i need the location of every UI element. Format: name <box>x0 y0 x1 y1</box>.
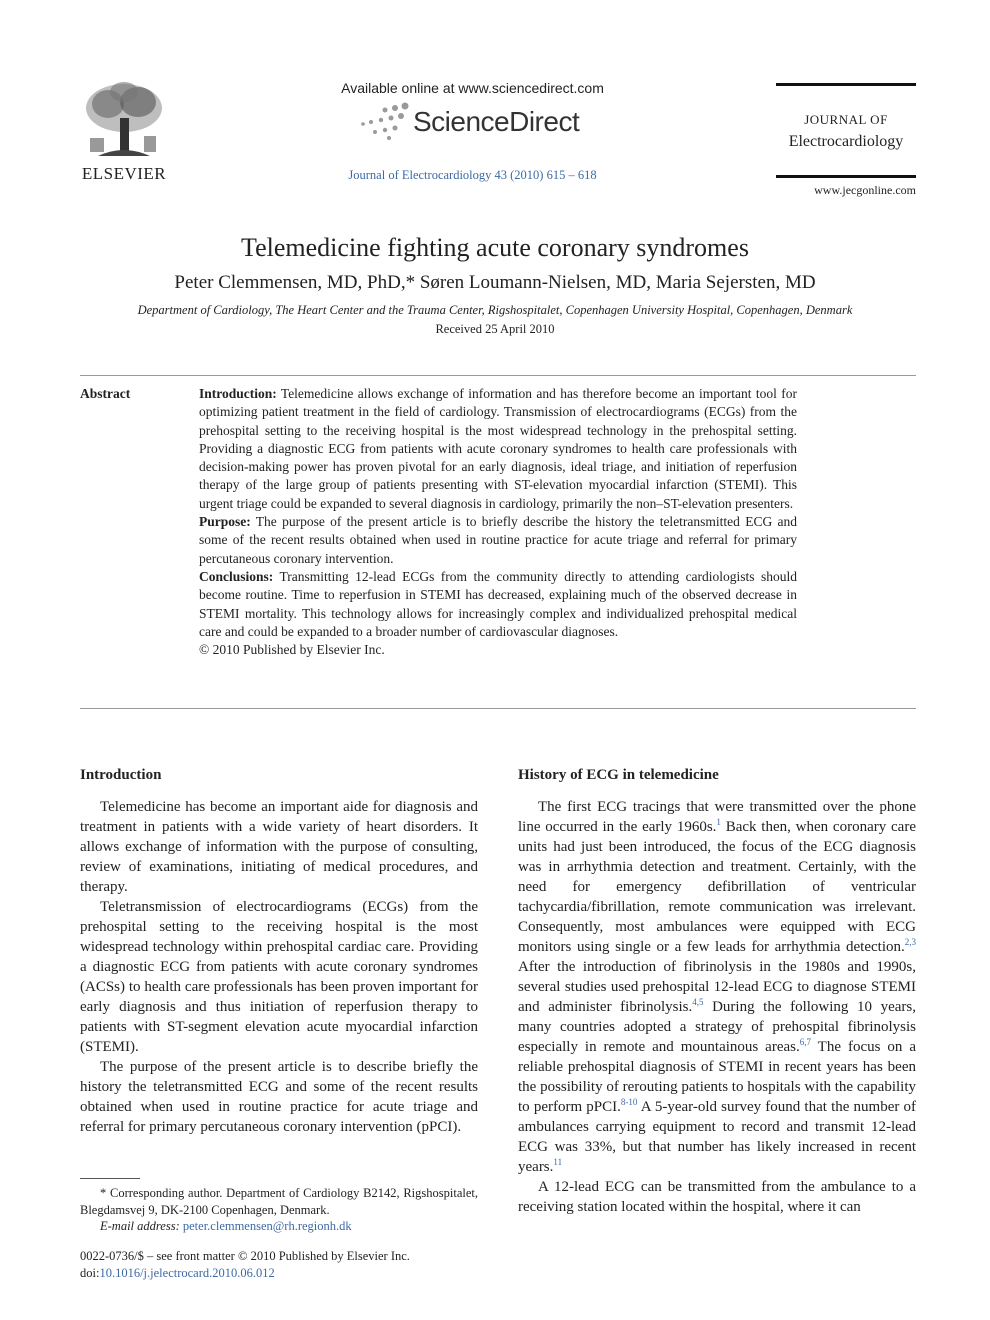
issn-line: 0022-0736/$ – see front matter © 2010 Published by Elsevier Inc. <box>80 1249 410 1263</box>
article-affiliation: Department of Cardiology, The Heart Center and the Trauma Center, Rigshospitalet, Copenhagen University Hospital, Copenhagen, Denmark <box>137 303 853 317</box>
abstract-purpose <box>199 513 797 568</box>
citation-ref[interactable]: 4,5 <box>692 997 704 1007</box>
email-footnote <box>100 1218 352 1235</box>
footnote-rule <box>80 1178 140 1179</box>
abstract-top-rule <box>80 375 916 376</box>
journal-rule-bottom <box>776 175 916 178</box>
corresponding-author-text: * Corresponding author. Department of Cardiology B2142, Rigshospitalet, Blegdamsvej 9, DK-2100 Copenhagen, Denmark. <box>80 1186 478 1217</box>
abstract-conclusions-label: Conclusions: <box>199 568 274 584</box>
abstract-body <box>199 385 797 659</box>
email-label: E-mail address: <box>100 1219 180 1233</box>
elsevier-tree-icon <box>78 78 170 162</box>
history-text-c: After the introduction of fibrinolysis in the 1980s and 1990s, several studies used prehospital 12-lead ECG to diagnose STEMI and administer fibrinolysis. <box>518 959 916 1015</box>
citation-ref[interactable]: 1 <box>716 817 721 827</box>
abstract-conclusions <box>199 568 797 641</box>
abstract-purpose-text: The purpose of the present article is to briefly describe the history the teletransmitted ECG and some of the recent results obtained when used in routine practice for acute triage and referral for primary percutaneous coronary intervention. <box>199 514 797 566</box>
publisher-name: ELSEVIER <box>81 164 167 183</box>
intro-paragraph-3: The purpose of the present article is to describe briefly the history the teletransmitted ECG and some of the recent results obtained when used in routine practice for acute triage and referral for primary percutaneous coronary intervention (pPCI). <box>80 1059 478 1135</box>
history-text-f: A 5-year-old survey found that the number of ambulances carrying equipment to record and transmit 12-lead ECG was 33%, but that number has likely increased in recent years. <box>518 1099 917 1175</box>
citation-ref[interactable]: 6,7 <box>799 1037 811 1047</box>
section-heading-history: History of ECG in telemedicine <box>518 767 719 783</box>
abstract-label: Abstract <box>80 386 131 401</box>
article-title: Telemedicine fighting acute coronary syndromes <box>241 233 749 262</box>
section-heading-introduction: Introduction <box>80 767 162 783</box>
abstract-intro-text: Telemedicine allows exchange of information and has therefore become an important tool for optimizing patient treatment in the field of cardiology. Transmission of electrocardiograms (ECGs) from the prehospital setting to the receiving hospital is the most widespread technology in the prehospital setting. Providing a diagnostic ECG from patients with acute coronary syndromes to health care professionals with decision-making power has proven pivotal for an early diagnosis, ideal triage, and initiation of reperfusion therapy of the large group of patients presenting with ST-elevation myocardial infarction (STEMI). This urgent triage could be expanded to several diagnosis in cardiology, primarily the non–ST-elevation presenters. <box>199 386 797 511</box>
intro-paragraph-1: Telemedicine has become an important aide for diagnosis and treatment in patients with a wide variety of heart disorders. It allows exchange of information with the purpose of consulting, review of examinations, initiating of medical procedures, and therapy. <box>80 799 478 895</box>
history-text-d: During the following 10 years, many countries adopted a strategy of prehospital fibrinolysis especially in remote and mountainous areas. <box>518 999 916 1055</box>
history-text-b: Back then, when coronary care units had just been introduced, the focus of the ECG diagnosis was in arrhythmia detection and treatment. Certainly, with the need for emergency defibrillation of ventricular tachycardia/fibrillation, remote communication was irrelevant. Consequently, most ambulances were equipped with ECG monitors using single or a few leads for arrhythmia detection. <box>518 819 916 955</box>
sciencedirect-dots-icon <box>355 100 413 144</box>
doi-line <box>80 1265 275 1282</box>
corresponding-author-footnote <box>80 1185 478 1219</box>
history-text-e: The focus on a reliable prehospital diagnosis of STEMI in recent years has been the possibility of rerouting patients to hospitals with the capability to perform pPCI. <box>518 1039 916 1115</box>
left-column-body <box>80 797 478 1137</box>
journal-url-link[interactable]: www.jecgonline.com <box>814 183 916 197</box>
sciencedirect-logo[interactable] <box>355 100 595 144</box>
sciencedirect-wordmark: ScienceDirect <box>413 106 580 137</box>
email-link[interactable]: peter.clemmensen@rh.regionh.dk <box>182 1219 352 1233</box>
abstract-intro-label: Introduction: <box>199 386 277 401</box>
abstract-conclusions-text: Transmitting 12-lead ECGs from the community directly to attending cardiologists should become routine. Time to reperfusion in STEMI has decreased, explaining much of the observed decrease in STEMI mortality. This technology allows for increasingly complex and individualized prehospital medical care and could be expanded to a broader number of cardiovascular diagnoses. <box>199 568 797 639</box>
citation-ref[interactable]: 11 <box>553 1157 563 1167</box>
intro-paragraph-2: Teletransmission of electrocardiograms (ECGs) from the prehospital setting to the receiving hospital is the most widespread technology within prehospital cardiac care. Providing a diagnostic ECG from patients with acute coronary syndromes (ACSs) to health care professionals has been proven important for early diagnosis and thus initiation of reperfusion therapy to patients with ST-segment elevation acute myocardial infarction (STEMI). <box>80 899 478 1055</box>
history-text-a: The first ECG tracings that were transmitted over the phone line occurred in the early 1960s. <box>518 799 916 835</box>
elsevier-logo <box>78 78 170 183</box>
journal-citation-link[interactable]: Journal of Electrocardiology 43 (2010) 615 – 618 <box>348 168 597 182</box>
doi-link[interactable]: 10.1016/j.jelectrocard.2010.06.012 <box>99 1266 275 1280</box>
history-paragraph-1 <box>518 797 916 1177</box>
citation-ref[interactable]: 2,3 <box>904 937 916 947</box>
doi-label: doi: <box>80 1266 100 1280</box>
journal-name-line1: JOURNAL OF <box>804 112 888 127</box>
received-date: Received 25 April 2010 <box>435 322 555 336</box>
abstract-copyright: © 2010 Published by Elsevier Inc. <box>199 642 385 658</box>
history-paragraph-2: A 12-lead ECG can be transmitted from the ambulance to a receiving station located within the hospital, where it can <box>518 1179 916 1215</box>
journal-rule-top <box>776 83 916 86</box>
citation-ref[interactable]: 8-10 <box>620 1097 638 1107</box>
journal-name-line2: Electrocardiology <box>788 133 904 150</box>
abstract-purpose-label: Purpose: <box>199 514 251 530</box>
abstract-bottom-rule <box>80 708 916 709</box>
abstract-introduction <box>199 385 797 513</box>
available-online-text: Available online at www.sciencedirect.com <box>341 80 604 96</box>
right-column-body <box>518 797 916 1217</box>
article-authors: Peter Clemmensen, MD, PhD,* Søren Loumann-Nielsen, MD, Maria Sejersten, MD <box>174 272 816 293</box>
